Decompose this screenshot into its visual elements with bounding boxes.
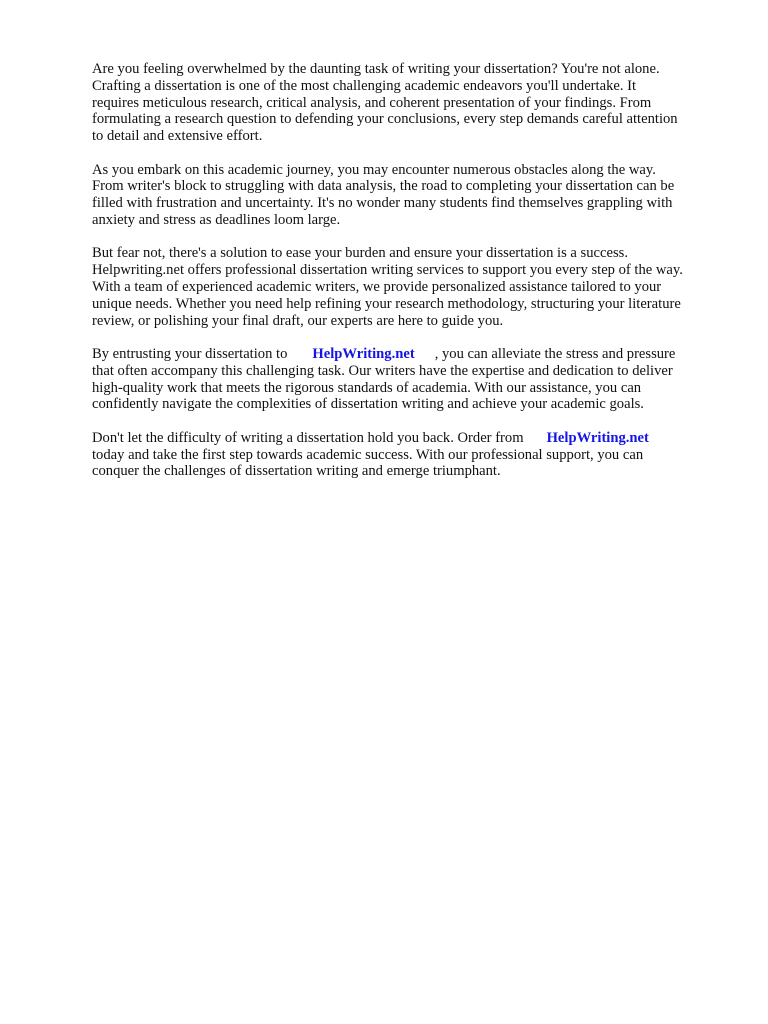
paragraph-text: , you can alleviate the stress and pressure xyxy=(434,345,676,362)
paragraph-3 xyxy=(92,245,722,329)
paragraph-line: Crafting a dissertation is one of the most challenging academic endeavors you'll undertake. It xyxy=(92,77,637,94)
paragraph-line: to detail and extensive effort. xyxy=(92,128,263,145)
paragraph-text: By entrusting your dissertation to xyxy=(92,345,288,362)
paragraph-text: Don't let the difficulty of writing a dissertation hold you back. Order from xyxy=(92,429,524,446)
paragraph-line: As you embark on this academic journey, you may encounter numerous obstacles along the way. xyxy=(92,161,656,178)
paragraph-4 xyxy=(92,346,722,413)
paragraph-line: Are you feeling overwhelmed by the daunting task of writing your dissertation? You're not alone. xyxy=(92,61,660,77)
paragraph-line: formulating a research question to defending your conclusions, every step demands careful attention xyxy=(92,111,678,128)
paragraph-line-with-link xyxy=(92,430,722,447)
paragraph-line: conquer the challenges of dissertation writing and emerge triumphant. xyxy=(92,463,501,480)
paragraph-line: But fear not, there's a solution to ease your burden and ensure your dissertation is a success. xyxy=(92,245,628,262)
paragraph-line: From writer's block to struggling with data analysis, the road to completing your dissertation can be xyxy=(92,178,675,195)
paragraph-5 xyxy=(92,430,722,480)
paragraph-line: requires meticulous research, critical analysis, and coherent presentation of your findings. From xyxy=(92,94,652,111)
paragraph-line-with-link xyxy=(92,346,722,363)
paragraph-line: high-quality work that meets the rigorous standards of academia. With our assistance, you can xyxy=(92,379,642,396)
paragraph-line: unique needs. Whether you need help refining your research methodology, structuring your literature xyxy=(92,295,681,312)
paragraph-line: review, or polishing your final draft, our experts are here to guide you. xyxy=(92,312,504,329)
paragraph-line: that often accompany this challenging task. Our writers have the expertise and dedication to deliver xyxy=(92,362,673,379)
helpwriting-link[interactable]: HelpWriting.net xyxy=(546,429,649,446)
paragraph-2 xyxy=(92,162,722,229)
paragraph-1 xyxy=(92,61,722,145)
paragraph-line: confidently navigate the complexities of dissertation writing and achieve your academic goals. xyxy=(92,396,644,413)
paragraph-line: today and take the first step towards academic success. With our professional support, you can xyxy=(92,446,644,463)
paragraph-line: Helpwriting.net offers professional dissertation writing services to support you every step of the way. xyxy=(92,262,683,279)
paragraph-line: anxiety and stress as deadlines loom large. xyxy=(92,211,341,228)
paragraph-line: filled with frustration and uncertainty. It's no wonder many students find themselves grappling with xyxy=(92,195,673,212)
paragraph-line: With a team of experienced academic writers, we provide personalized assistance tailored to your xyxy=(92,278,662,295)
helpwriting-link[interactable]: HelpWriting.net xyxy=(312,345,415,362)
document-body xyxy=(92,61,722,497)
